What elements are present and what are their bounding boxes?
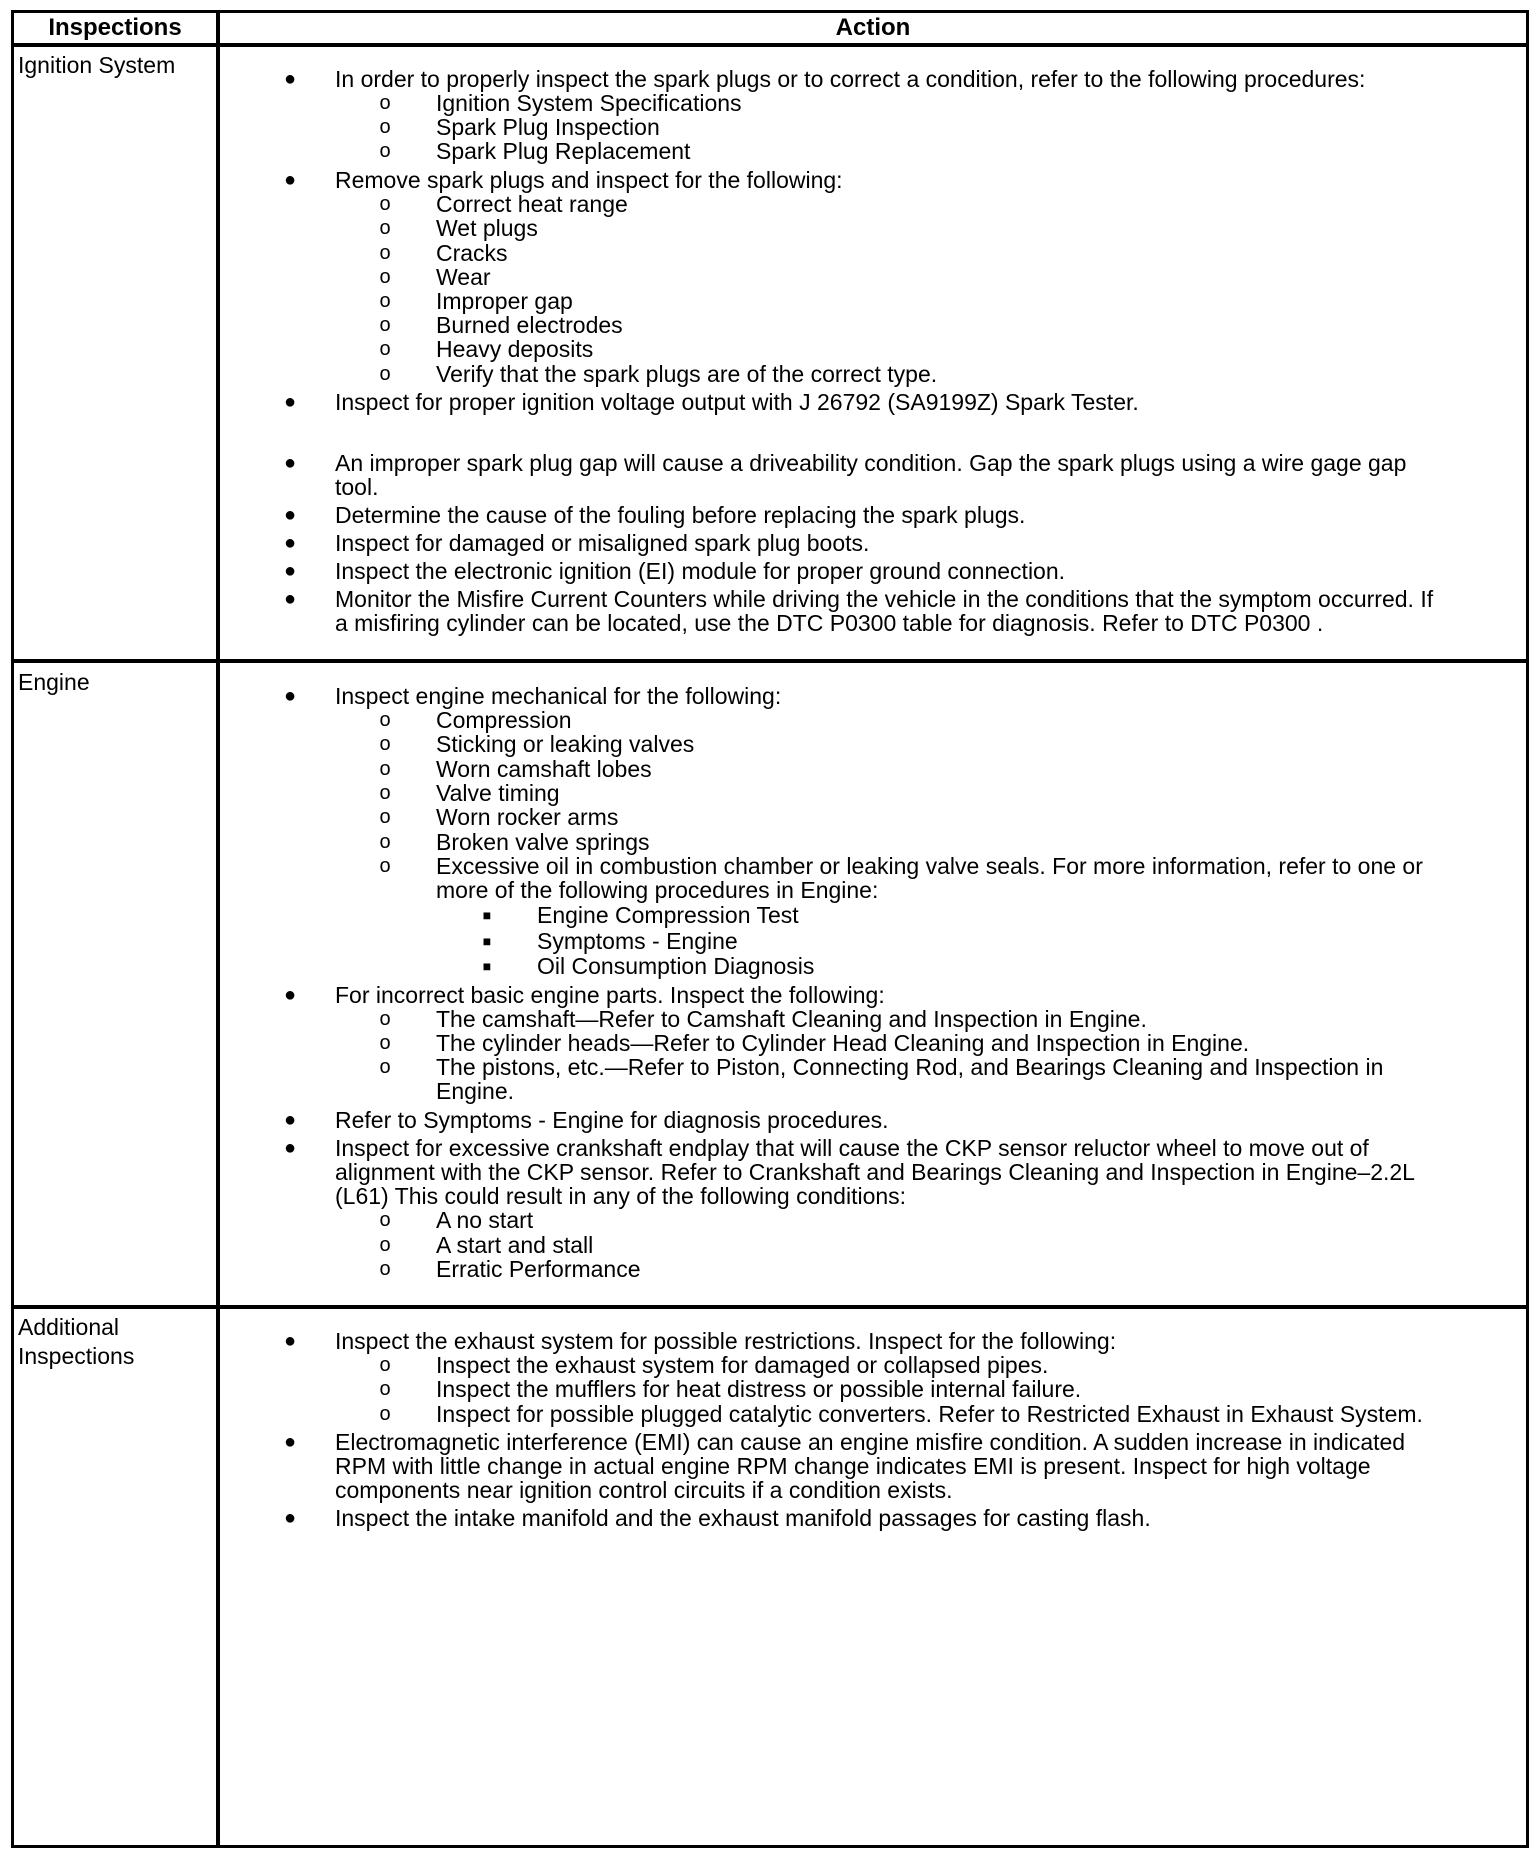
- item-text: Wear: [436, 264, 491, 290]
- dot-bullet-icon: ●: [283, 560, 297, 582]
- item-text: Inspect for excessive crankshaft endplay that will cause the CKP sensor reluctor wheel to move out of: [335, 1135, 1369, 1161]
- item-text: Oil Consumption Diagnosis: [537, 953, 815, 979]
- dot-bullet-icon: ●: [283, 504, 297, 526]
- item-text: Broken valve springs: [436, 829, 650, 855]
- item-text: Compression: [436, 707, 572, 733]
- item-text: Worn camshaft lobes: [436, 756, 652, 782]
- item-text: RPM with little change in actual engine RPM change indicates EMI is present. Inspect for high voltage: [335, 1453, 1371, 1479]
- dot-bullet-icon: ●: [283, 68, 297, 90]
- circle-bullet-icon: o: [379, 266, 391, 288]
- item-text: Determine the cause of the fouling before replacing the spark plugs.: [335, 502, 1026, 528]
- square-bullet-icon: ■: [482, 958, 492, 974]
- item-text: Valve timing: [436, 780, 560, 806]
- inspection-label-engine: Engine: [18, 669, 90, 695]
- item-text: A no start: [436, 1207, 534, 1233]
- item-text: Engine Compression Test: [537, 902, 799, 928]
- circle-bullet-icon: o: [379, 92, 391, 114]
- dot-bullet-icon: ●: [283, 391, 297, 413]
- dot-bullet-icon: ●: [283, 984, 297, 1006]
- circle-bullet-icon: o: [379, 709, 391, 731]
- item-text: Inspect the electronic ignition (EI) module for proper ground connection.: [335, 558, 1066, 584]
- item-text: Wet plugs: [436, 215, 538, 241]
- dot-bullet-icon: ●: [283, 169, 297, 191]
- inspection-label-ignition-system: Ignition System: [18, 52, 176, 78]
- action-cell-additional: [220, 1313, 1526, 1833]
- circle-bullet-icon: o: [379, 314, 391, 336]
- circle-bullet-icon: o: [379, 1056, 391, 1078]
- item-text: Remove spark plugs and inspect for the following:: [335, 167, 843, 193]
- item-text: Electromagnetic interference (EMI) can cause an engine misfire condition. A sudden increase in indicated: [335, 1429, 1406, 1455]
- item-text: Inspect the intake manifold and the exhaust manifold passages for casting flash.: [335, 1505, 1151, 1531]
- item-text: Inspect the exhaust system for damaged or collapsed pipes.: [436, 1352, 1049, 1378]
- inspection-label-additional: Additional Inspections: [18, 1314, 135, 1369]
- item-text: alignment with the CKP sensor. Refer to Crankshaft and Bearings Cleaning and Inspection in Engine–2.2L: [335, 1159, 1415, 1185]
- circle-bullet-icon: o: [379, 140, 391, 162]
- item-text: Verify that the spark plugs are of the correct type.: [436, 361, 938, 387]
- circle-bullet-icon: o: [379, 338, 391, 360]
- circle-bullet-icon: o: [379, 1378, 391, 1400]
- dot-bullet-icon: ●: [283, 1137, 297, 1159]
- item-text: components near ignition control circuits if a condition exists.: [335, 1477, 953, 1503]
- action-cell-engine: [220, 668, 1526, 1298]
- dot-bullet-icon: ●: [283, 685, 297, 707]
- item-text: Monitor the Misfire Current Counters while driving the vehicle in the conditions that the symptom occurred. If: [335, 586, 1434, 612]
- circle-bullet-icon: o: [379, 806, 391, 828]
- item-text: Inspect the exhaust system for possible restrictions. Inspect for the following:: [335, 1328, 1117, 1354]
- dot-bullet-icon: ●: [283, 1109, 297, 1131]
- circle-bullet-icon: o: [379, 831, 391, 853]
- item-text: Sticking or leaking valves: [436, 731, 695, 757]
- square-bullet-icon: ■: [482, 933, 492, 949]
- circle-bullet-icon: o: [379, 1008, 391, 1030]
- circle-bullet-icon: o: [379, 855, 391, 877]
- circle-bullet-icon: o: [379, 217, 391, 239]
- item-text: The camshaft—Refer to Camshaft Cleaning and Inspection in Engine.: [436, 1006, 1147, 1032]
- item-text: The cylinder heads—Refer to Cylinder Head Cleaning and Inspection in Engine.: [436, 1030, 1250, 1056]
- item-text: Improper gap: [436, 288, 573, 314]
- item-text: Ignition System Specifications: [436, 90, 742, 116]
- row-divider: [14, 1305, 1526, 1309]
- action-cell-ignition-system: [220, 51, 1526, 651]
- square-bullet-icon: ■: [482, 907, 492, 923]
- item-text: In order to properly inspect the spark plugs or to correct a condition, refer to the following procedures:: [335, 66, 1366, 92]
- circle-bullet-icon: o: [379, 1209, 391, 1231]
- circle-bullet-icon: o: [379, 363, 391, 385]
- item-text: Inspect the mufflers for heat distress or possible internal failure.: [436, 1376, 1082, 1402]
- dot-bullet-icon: ●: [283, 1330, 297, 1352]
- item-text: Inspect for proper ignition voltage output with J 26792 (SA9199Z) Spark Tester.: [335, 389, 1139, 415]
- circle-bullet-icon: o: [379, 1032, 391, 1054]
- item-text: The pistons, etc.—Refer to Piston, Connecting Rod, and Bearings Cleaning and Inspection in: [436, 1054, 1384, 1080]
- inspection-table: [11, 10, 1529, 1848]
- dot-bullet-icon: ●: [283, 452, 297, 474]
- row-divider: [14, 659, 1526, 663]
- item-text: For incorrect basic engine parts. Inspect the following:: [335, 982, 885, 1008]
- circle-bullet-icon: o: [379, 782, 391, 804]
- item-text: Engine.: [436, 1078, 515, 1104]
- item-text: Erratic Performance: [436, 1256, 641, 1282]
- dot-bullet-icon: ●: [283, 1507, 297, 1529]
- dot-bullet-icon: ●: [283, 588, 297, 610]
- header-action: Action: [835, 14, 911, 41]
- item-text: Refer to Symptoms - Engine for diagnosis procedures.: [335, 1107, 889, 1133]
- circle-bullet-icon: o: [379, 290, 391, 312]
- item-text: A start and stall: [436, 1232, 594, 1258]
- item-text: Inspect engine mechanical for the following:: [335, 683, 782, 709]
- item-text: (L61) This could result in any of the following conditions:: [335, 1183, 907, 1209]
- item-text: Inspect for possible plugged catalytic converters. Refer to Restricted Exhaust in Exhaust System.: [436, 1401, 1423, 1427]
- item-text: Correct heat range: [436, 191, 628, 217]
- dot-bullet-icon: ●: [283, 532, 297, 554]
- circle-bullet-icon: o: [379, 758, 391, 780]
- circle-bullet-icon: o: [379, 116, 391, 138]
- item-text: tool.: [335, 474, 379, 500]
- item-text: more of the following procedures in Engine:: [436, 877, 879, 903]
- item-text: a misfiring cylinder can be located, use the DTC P0300 table for diagnosis. Refer to DTC P0300 .: [335, 610, 1324, 636]
- item-text: Burned electrodes: [436, 312, 623, 338]
- item-text: An improper spark plug gap will cause a driveability condition. Gap the spark plugs using a wire gage gap: [335, 450, 1407, 476]
- item-text: Worn rocker arms: [436, 804, 619, 830]
- item-text: Spark Plug Inspection: [436, 114, 660, 140]
- circle-bullet-icon: o: [379, 1403, 391, 1425]
- circle-bullet-icon: o: [379, 1234, 391, 1256]
- header-inspections: Inspections: [48, 14, 182, 41]
- circle-bullet-icon: o: [379, 733, 391, 755]
- circle-bullet-icon: o: [379, 193, 391, 215]
- item-text: Heavy deposits: [436, 336, 594, 362]
- circle-bullet-icon: o: [379, 1354, 391, 1376]
- item-text: Excessive oil in combustion chamber or leaking valve seals. For more information, refer to one or: [436, 853, 1423, 879]
- item-text: Spark Plug Replacement: [436, 138, 691, 164]
- header-divider: [14, 43, 1526, 47]
- circle-bullet-icon: o: [379, 1258, 391, 1280]
- item-text: Symptoms - Engine: [537, 928, 738, 954]
- circle-bullet-icon: o: [379, 242, 391, 264]
- item-text: Inspect for damaged or misaligned spark plug boots.: [335, 530, 870, 556]
- item-text: Cracks: [436, 240, 508, 266]
- dot-bullet-icon: ●: [283, 1431, 297, 1453]
